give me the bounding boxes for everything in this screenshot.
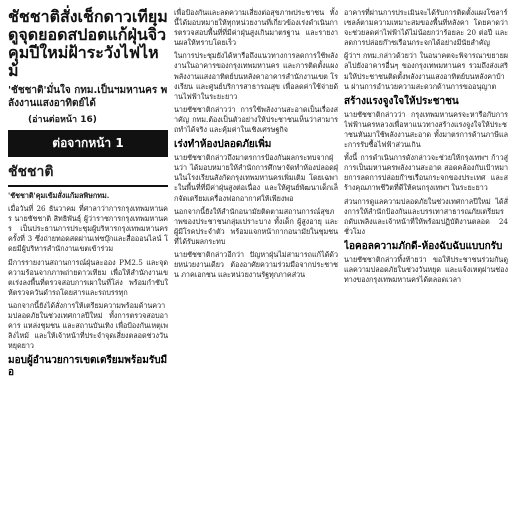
body-paragraph: เมื่อวันที่ 26 ธันวาคม ที่ศาลาว่าการกรุงเทพมหานคร นายชัชชาติ สิทธิพันธุ์ ผู้ว่าราชการกรุงเทพมหานคร เป็นประธานการประชุมผู้บริหารกรุงเทพมหานคร ครั้งที่ 3 ซึ่งถ่ายทอดสดผ่านเฟซบุ๊กและสื่อออนไลน์ โดยมีผู้บริหารสำนักงานเขตเข้าร่วม bbox=[8, 204, 168, 254]
jump-line: (อ่านต่อหน้า 16) bbox=[28, 115, 97, 125]
body-paragraph: มีการรายงานสถานการณ์ฝุ่นละออง PM2.5 และจุดความร้อนจากภาพถ่ายดาวเทียม เพื่อให้สำนักงานเขตเร่งลงพื้นที่ตรวจสอบการเผาในที่โล่ง พร้อมกำชับให้ตรวจควันดำรถโดยสารและรถบรรทุก bbox=[8, 257, 168, 297]
body-paragraph: อาคารที่ผ่านการประเมินจะได้รับการติดตั้งแผงโซลาร์เซลล์ตามความเหมาะสมของพื้นที่หลังคา โดยคาดว่าจะช่วยลดค่าไฟฟ้าได้ไม่น้อยกว่าร้อยละ 20 ต่อปี และลดการปล่อยก๊าซเรือนกระจกได้อย่างมีนัยสำคัญ bbox=[344, 8, 508, 48]
headline: ชัชชาติสั่งเช็กดาวเทียม ดูจุดยอดสปอตแก้ฝุ่นจิ๋ว คุมปีใหม่ฝ้าระวังไฟไหม้ bbox=[8, 7, 168, 80]
body-paragraph: นายชัชชาติกล่าวอีกว่า ปัญหาฝุ่นไม่สามารถแก้ได้ด้วยหน่วยงานเดียว ต้องอาศัยความร่วมมือจากประชาชน ภาคเอกชน และหน่วยงานรัฐทุกภาคส่วน bbox=[174, 249, 338, 280]
body-paragraph: นายชัชชาติกล่าวว่า การใช้พลังงานสะอาดเป็นเรื่องสำคัญ กทม.ต้องเป็นตัวอย่างให้ประชาชนเห็นว่าสามารถทำได้จริง และคุ้มค่าในเชิงเศรษฐกิจ bbox=[174, 104, 338, 135]
body-paragraph: นายชัชชาติกล่าวทิ้งท้ายว่า ขอให้ประชาชนร่วมกันดูแลความปลอดภัยในช่วงวันหยุด และแจ้งเหตุผ่านช่องทางของกรุงเทพมหานครได้ตลอดเวลา bbox=[344, 254, 508, 285]
body-paragraph: ทั้งนี้ การดำเนินการดังกล่าวจะช่วยให้กรุงเทพฯ ก้าวสู่การเป็นมหานครพลังงานสะอาด สอดคล้องกับเป้าหมายการลดการปล่อยก๊าซเรือนกระจกของประเทศ และสร้างคุณภาพชีวิตที่ดีให้คนกรุงเทพฯ ในระยะยาว bbox=[344, 153, 508, 193]
section-title: ชัชชาติ bbox=[8, 164, 54, 180]
subhead: ไอคอลความภักดี-ห้องฉับฉับแบบกรับ bbox=[344, 240, 503, 252]
body-paragraph: ผู้ว่าฯ กทม.กล่าวด้วยว่า ในอนาคตจะพิจารณาขยายผลไปยังอาคารอื่นๆ ของกรุงเทพมหานคร รวมถึงส่งเสริมให้ประชาชนติดตั้งพลังงานแสงอาทิตย์บนหลังคาบ้าน ผ่านการอำนวยความสะดวกด้านการขออนุญาต bbox=[344, 51, 508, 91]
lead-paragraph: 'ชัชชาติ'คุมเข้มสั่งแก้มลพิษกทม. bbox=[8, 191, 110, 200]
body-paragraph: ในการประชุมยังได้หารือถึงแนวทางการลดการใช้พลังงานในอาคารของกรุงเทพมหานคร และการติดตั้งแผงพลังงานแสงอาทิตย์บนหลังคาอาคารสำนักงานเขต โรงเรียน และศูนย์บริการสาธารณสุข เพื่อลดค่าใช้จ่ายด้านไฟฟ้าในระยะยาว bbox=[174, 51, 338, 101]
subhead: มอบผู้อำนวยการเขตเตรียมพร้อมรับมือ bbox=[8, 355, 168, 379]
article-column-middle bbox=[174, 0, 338, 512]
body-paragraph: นายชัชชาติกล่าวถึงมาตรการป้องกันผลกระทบจากฝุ่นว่า ได้มอบหมายให้สำนักการศึกษาจัดทำห้องปลอดฝุ่นในโรงเรียนสังกัดกรุงเทพมหานครเพิ่มเติม โดยเฉพาะในพื้นที่ที่มีค่าฝุ่นสูงต่อเนื่อง และให้ศูนย์พัฒนาเด็กเล็กจัดเตรียมเครื่องฟอกอากาศให้เพียงพอ bbox=[174, 153, 338, 203]
body-paragraph: นายชัชชาติกล่าวว่า กรุงเทพมหานครจะหารือกับการไฟฟ้านครหลวงเพื่อหาแนวทางสร้างแรงจูงใจให้ประชาชนหันมาใช้พลังงานสะอาด ทั้งมาตรการด้านภาษีและการรับซื้อไฟฟ้าส่วนเกิน bbox=[344, 109, 508, 150]
body-paragraph: เพื่อป้องกันและลดความเสี่ยงต่อสุขภาพประชาชน ทั้งนี้ได้มอบหมายให้ทุกหน่วยงานที่เกี่ยวข้องเร่งดำเนินการตรวจสอบพื้นที่ที่มีค่าฝุ่นสูงเกินมาตรฐาน และรายงานผลให้ทราบโดยเร็ว bbox=[174, 8, 338, 48]
body-paragraph: นอกจากนี้ยังให้สำนักอนามัยติดตามสถานการณ์สุขภาพของประชาชนกลุ่มเปราะบาง ทั้งเด็ก ผู้สูงอายุ และผู้มีโรคประจำตัว พร้อมแจกหน้ากากอนามัยในชุมชนที่ได้รับผลกระทบ bbox=[174, 206, 338, 246]
body-paragraph: นอกจากนี้ยังได้สั่งการให้เตรียมความพร้อมด้านความปลอดภัยในช่วงเทศกาลปีใหม่ ทั้งการตรวจสอบอาคาร แหล่งชุมชน และสถานบันเทิง เพื่อป้องกันเหตุเพลิงไหม้ และให้เจ้าหน้าที่ประจำจุดเสี่ยงตลอดช่วงวันหยุดยาว bbox=[8, 300, 168, 351]
body-paragraph: ส่วนการดูแลความปลอดภัยในช่วงเทศกาลปีใหม่ ได้สั่งการให้สำนักป้องกันและบรรเทาสาธารณภัยเตรียมรถดับเพลิงและเจ้าหน้าที่ให้พร้อมปฏิบัติงานตลอด 24 ชั่วโมง bbox=[344, 196, 508, 236]
continued-banner: ต่อจากหน้า 1 bbox=[8, 130, 168, 157]
article-column-right bbox=[344, 0, 508, 512]
article-column-left bbox=[8, 0, 168, 512]
subhead: สร้างแรงจูงใจให้ประชาชน bbox=[344, 95, 459, 107]
subhead: เร่งทำห้องปลอดภัยเพิ่ม bbox=[174, 139, 272, 151]
deck: 'ชัชชาติ'มั่นใจ กทม.เป็นฯมหานคร พลังงานแสงอาทิตย์ได้ bbox=[8, 85, 168, 109]
section-rule bbox=[8, 185, 168, 187]
